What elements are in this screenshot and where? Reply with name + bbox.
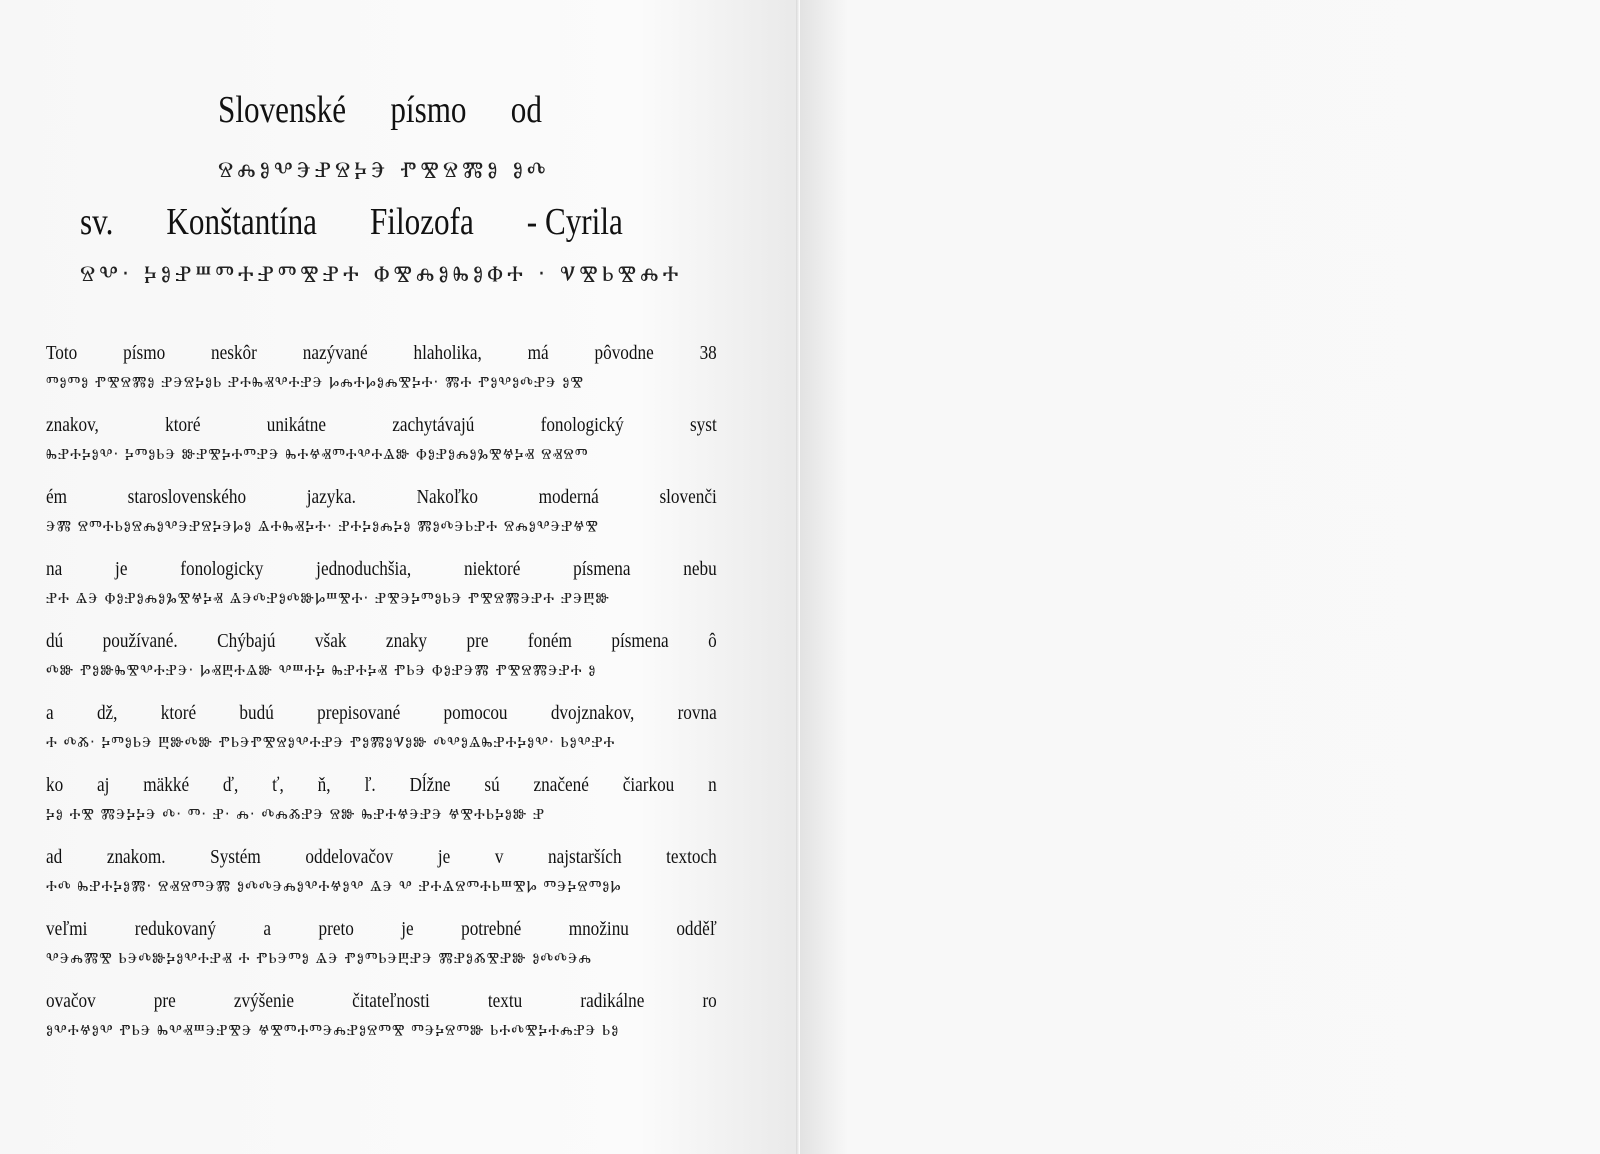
latin-line [46, 846, 717, 869]
latin-word: ň, [317, 774, 331, 796]
title-word: od [510, 89, 542, 131]
latin-word: na [46, 558, 63, 580]
latin-word: pôvodne [594, 342, 654, 364]
latin-word: zvýšenie [233, 990, 295, 1012]
latin-word: v [494, 846, 504, 868]
latin-line [46, 414, 717, 437]
latin-word: sú [484, 774, 500, 796]
title-line-2 [80, 200, 623, 244]
latin-word: niektoré [464, 558, 521, 580]
latin-word: slovenči [659, 486, 717, 508]
latin-word: je [437, 846, 451, 868]
latin-word: písmo [123, 342, 166, 364]
latin-word: množinu [568, 918, 629, 940]
latin-word: aj [97, 774, 110, 796]
latin-line [46, 558, 717, 581]
text-line-pair [46, 774, 716, 846]
latin-word: čiarkou [622, 774, 675, 796]
title-line-2-glagolitic: ⰔⰂ· ⰍⰑⰐⰞⰕⰀⰐⰕⰊⰐⰀ ⰗⰊⰎⰑⰈⰑⰗⰀ · ⰜⰊⰓⰊⰎⰀ [80, 262, 683, 287]
glagolitic-line: ⰈⰐⰀⰍⰑⰂ· ⰍⰕⰑⰓⰅ ⰖⰐⰊⰍⰀⰕⰐⰅ ⰈⰀⰝⰟⰕⰀⰂⰀⰡⰖ ⰗⰑⰐⰑⰎⰑⰃⰊⰝⰍⰟ ⰔⰟⰔⰕ [46, 445, 589, 463]
title-line-1 [218, 88, 542, 132]
latin-word: má [527, 342, 549, 364]
latin-word: Systém [210, 846, 261, 868]
latin-word: ém [46, 486, 68, 508]
latin-word: znakov, [46, 414, 99, 436]
latin-word: Toto [46, 342, 78, 364]
title-word: - Cyrila [526, 201, 623, 243]
latin-word: odděľ [676, 918, 717, 940]
latin-word: a [263, 918, 272, 940]
latin-word: čitateľnosti [352, 990, 430, 1012]
title-line-1-glagolitic: ⰔⰎⰑⰂⰅⰐⰔⰍⰅ ⰒⰊⰔⰏⰑ ⰑⰄ [218, 158, 550, 183]
latin-word: preto [318, 918, 354, 940]
glagolitic-line: Ⰰ ⰄⰆ· ⰍⰕⰑⰓⰅ ⰁⰖⰄⰖ ⰒⰓⰅⰒⰊⰔⰑⰂⰀⰐⰅ ⰒⰑⰏⰑⰜⰑⰖ ⰄⰂⰑⰡⰈⰐⰀⰍⰑⰂ· ⰓⰑⰂⰐⰀ [46, 733, 616, 751]
text-line-pair [46, 702, 716, 774]
latin-word: syst [689, 414, 717, 436]
text-line-pair [46, 630, 716, 702]
latin-word: mäkké [143, 774, 190, 796]
latin-word: budú [239, 702, 274, 724]
title-word: písmo [390, 89, 467, 131]
latin-word: pomocou [443, 702, 508, 724]
glagolitic-line: ⰑⰂⰀⰝⰑⰂ ⰒⰓⰅ ⰈⰂⰟⰞⰅⰐⰊⰅ ⰝⰊⰕⰀⰕⰅⰎⰐⰑⰔⰕⰊ ⰕⰅⰍⰔⰕⰖ ⰓⰀⰄⰊⰍⰀⰎⰐⰅ ⰓⰑ [46, 1021, 620, 1039]
latin-word: pre [466, 630, 489, 652]
text-line-pair [46, 558, 716, 630]
latin-word: unikátne [266, 414, 326, 436]
latin-word: ro [702, 990, 717, 1012]
latin-word: nazývané [302, 342, 368, 364]
latin-word: staroslovenského [127, 486, 247, 508]
latin-word: nebu [683, 558, 717, 580]
latin-word: textu [487, 990, 523, 1012]
title-word: Konštantína [166, 201, 318, 243]
latin-line [46, 774, 717, 797]
text-line-pair [46, 990, 716, 1062]
latin-word: a [46, 702, 54, 724]
latin-word: ô [708, 630, 717, 652]
latin-word: n [708, 774, 717, 796]
latin-word: je [401, 918, 414, 940]
latin-word: jednoduchšia, [316, 558, 412, 580]
latin-word: ovačov [46, 990, 96, 1012]
latin-word: ť, [272, 774, 284, 796]
latin-line [46, 486, 717, 509]
latin-word: značené [533, 774, 589, 796]
latin-word: dvojznakov, [550, 702, 635, 724]
glagolitic-line: ⰅⰏ ⰔⰕⰀⰓⰑⰔⰎⰑⰂⰅⰐⰔⰍⰅⰘⰑ ⰡⰀⰈⰟⰍⰀ· ⰐⰀⰍⰑⰎⰍⰑ ⰏⰑⰄⰅⰓⰐⰀ ⰔⰎⰑⰂⰅⰐⰝⰊ [46, 517, 599, 535]
latin-word: pre [153, 990, 176, 1012]
latin-line [46, 630, 717, 653]
latin-word: znaky [385, 630, 428, 652]
latin-word: ko [46, 774, 64, 796]
latin-word: hlaholika, [413, 342, 482, 364]
text-line-pair [46, 414, 716, 486]
text-line-pair [46, 846, 716, 918]
latin-word: Nakoľko [416, 486, 479, 508]
latin-line [46, 702, 717, 725]
latin-word: najstarších [547, 846, 622, 868]
latin-word: jazyka. [306, 486, 356, 508]
latin-word: fonologicky [180, 558, 264, 580]
latin-word: radikálne [580, 990, 645, 1012]
latin-word: písmena [573, 558, 631, 580]
latin-word: redukovaný [134, 918, 217, 940]
latin-word: neskôr [211, 342, 257, 364]
text-line-pair [46, 918, 716, 990]
latin-word: textoch [666, 846, 717, 868]
latin-word: znakom. [106, 846, 166, 868]
latin-line [46, 918, 717, 941]
latin-word: ktoré [165, 414, 201, 436]
latin-word: ľ. [364, 774, 376, 796]
latin-line [46, 342, 717, 365]
latin-word: 38 [699, 342, 717, 364]
text-line-pair [46, 342, 716, 414]
latin-word: prepisované [317, 702, 401, 724]
title-word: Slovenské [218, 89, 347, 131]
glagolitic-line: ⰍⰑ ⰀⰊ ⰏⰅⰍⰍⰅ Ⰴ· Ⱅ· Ⱀ· Ⰾ· ⰄⰎⰆⰐⰅ ⰔⰖ ⰈⰐⰀⰝⰅⰐⰅ ⰝⰊⰀⰓⰍⰑⰖ Ⱀ [46, 805, 546, 823]
latin-word: dž, [96, 702, 118, 724]
latin-word: ď, [222, 774, 239, 796]
title-word: Filozofa [369, 201, 474, 243]
latin-word: moderná [538, 486, 599, 508]
latin-word: Dĺžne [409, 774, 451, 796]
latin-word: foném [527, 630, 572, 652]
title-word: sv. [80, 201, 114, 243]
text-line-pair [46, 486, 716, 558]
latin-word: dú [46, 630, 64, 652]
latin-word: rovna [677, 702, 717, 724]
latin-word: veľmi [46, 918, 88, 940]
latin-word: fonologický [540, 414, 624, 436]
latin-word: písmena [611, 630, 669, 652]
glagolitic-line: ⰀⰄ ⰈⰐⰀⰍⰑⰏ· ⰔⰟⰔⰕⰅⰏ ⰑⰄⰄⰅⰎⰑⰂⰀⰝⰑⰂ ⰡⰅ Ⰲ ⰐⰀⰡⰔⰕⰀⰓⰞⰊⰘ ⰕⰅⰍⰔⰕⰑⰘ [46, 877, 622, 895]
right-page [800, 0, 1600, 1154]
glagolitic-line: ⰂⰅⰎⰏⰊ ⰓⰅⰄⰖⰍⰑⰂⰀⰐⰟ Ⰰ ⰒⰓⰅⰕⰑ ⰡⰅ ⰒⰑⰕⰓⰅⰁⰐⰅ ⰏⰐⰑⰆⰊⰐⰖ ⰑⰄⰄⰅⰎ [46, 949, 593, 967]
glagolitic-line: ⰄⰖ ⰒⰑⰖⰈⰊⰂⰀⰐⰅ· ⰘⰟⰁⰀⰡⰖ ⰂⰞⰀⰍ ⰈⰐⰀⰍⰟ ⰒⰓⰅ ⰗⰑⰐⰅⰏ ⰒⰊⰔⰏⰅⰐⰀ Ⱁ [46, 661, 597, 679]
latin-word: však [314, 630, 347, 652]
latin-word: zachytávajú [392, 414, 475, 436]
glagolitic-line: ⰕⰑⰕⰑ ⰒⰊⰔⰏⰑ ⰐⰅⰔⰍⰑⰓ ⰐⰀⰈⰟⰂⰀⰐⰅ ⰘⰎⰀⰘⰑⰎⰊⰍⰀ· ⰏⰀ ⰒⰑⰂⰑⰄⰐⰅ ⰑⰊ [46, 373, 584, 391]
left-body-text [46, 342, 716, 1062]
latin-word: Chýbajú [217, 630, 276, 652]
latin-word: oddelovačov [305, 846, 394, 868]
latin-word: je [115, 558, 128, 580]
latin-word: ad [46, 846, 63, 868]
latin-word: používané. [102, 630, 178, 652]
latin-word: potrebné [461, 918, 522, 940]
glagolitic-line: ⰐⰀ ⰡⰅ ⰗⰑⰐⰑⰎⰑⰃⰊⰝⰍⰟ ⰡⰅⰄⰐⰑⰄⰖⰘⰞⰊⰀ· ⰐⰊⰅⰍⰕⰑⰓⰅ ⰒⰊⰔⰏⰅⰐⰀ ⰐⰅⰁⰖ [46, 589, 610, 607]
latin-word: ktoré [160, 702, 197, 724]
latin-line [46, 990, 717, 1013]
